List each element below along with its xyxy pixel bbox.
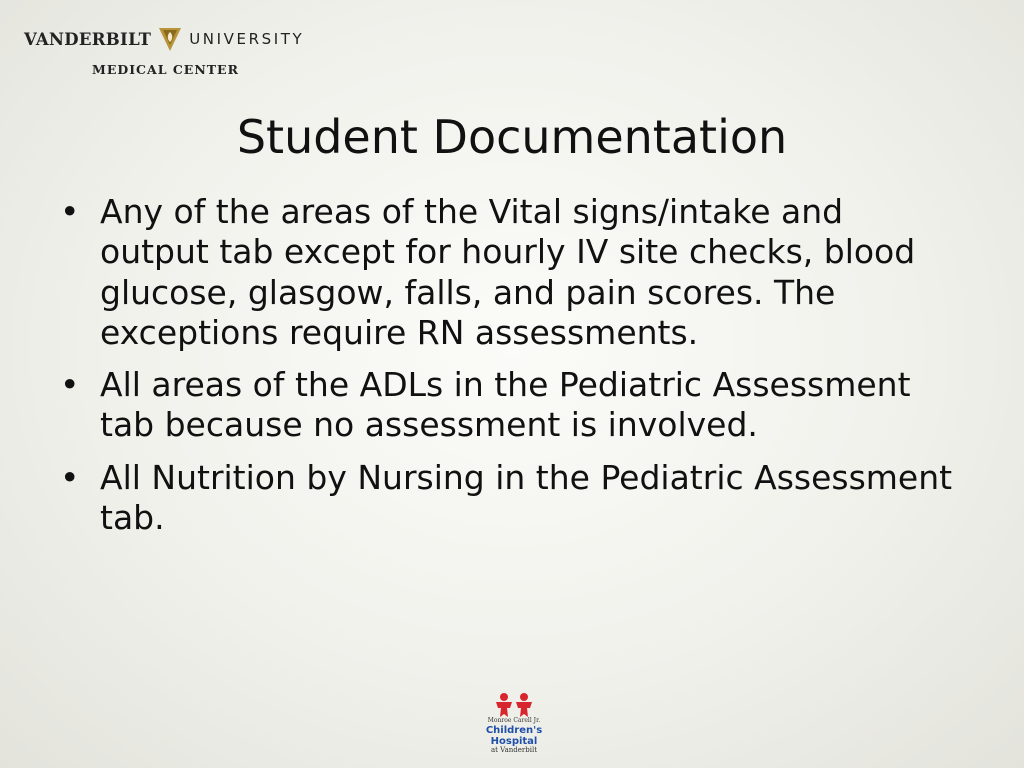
bullet-item: [60, 192, 960, 353]
vanderbilt-logo: [24, 26, 324, 86]
footer-logo-line2: Children's Hospital: [485, 724, 543, 747]
vanderbilt-v-oak-leaf-icon: [157, 26, 183, 52]
bullet-text: All areas of the ADLs in the Pediatric Assessment tab because no assessment is involved.: [100, 365, 911, 445]
bullet-item: [60, 365, 960, 446]
slide-title: Student Documentation: [236, 110, 788, 164]
childrens-hospital-logo: [468, 692, 560, 754]
bullet-list: [60, 192, 960, 550]
bullet-item: [60, 458, 960, 539]
logo-left-text: VANDERBILT: [24, 29, 152, 49]
logo-right-text: UNIVERSITY: [189, 30, 305, 48]
bullet-dot-icon: •: [60, 192, 80, 231]
footer-logo-line1: Monroe Carell Jr.: [487, 717, 541, 724]
footer-logo-line3: at Vanderbilt: [490, 745, 538, 754]
logo-row: [24, 26, 324, 52]
bullet-text: All Nutrition by Nursing in the Pediatric Assessment tab.: [100, 457, 953, 537]
logo-subtitle: MEDICAL CENTER: [92, 62, 239, 77]
bullet-dot-icon: •: [60, 457, 80, 497]
bullet-dot-icon: •: [60, 365, 80, 404]
bullet-text: Any of the areas of the Vital signs/intake and output tab except for hourly IV site checks, blood glucose, glasgow, falls, and pain scores. The exceptions require RN assessments.: [100, 192, 916, 352]
childrens-figures-icon: [491, 692, 537, 718]
